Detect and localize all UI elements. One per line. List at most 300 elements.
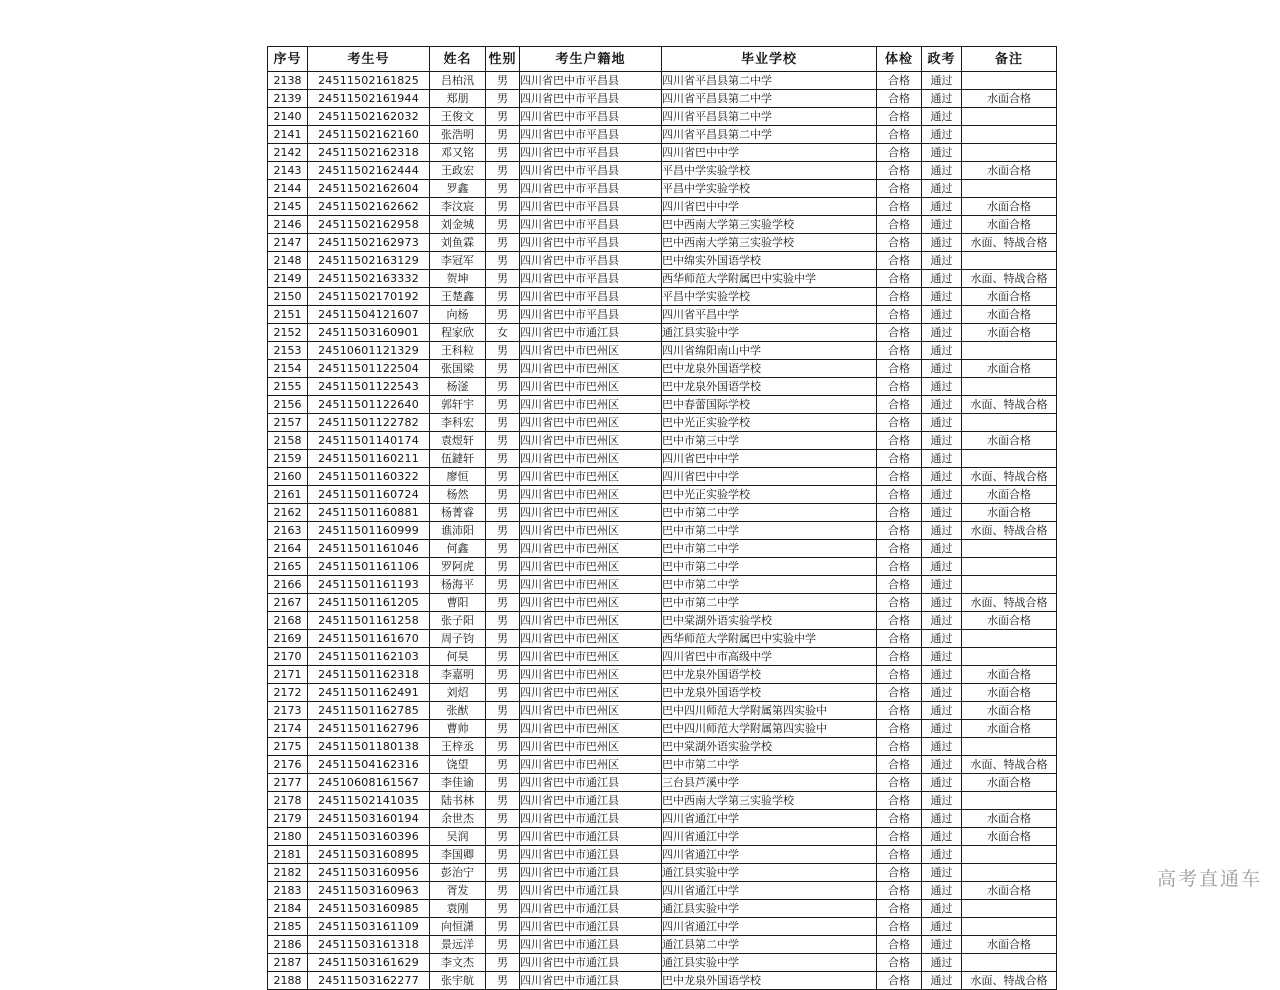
cell-domicile: 四川省巴中市巴州区 — [520, 504, 662, 522]
cell-school: 巴中棠湖外语实验学校 — [662, 612, 877, 630]
cell-index: 2188 — [268, 972, 308, 990]
cell-domicile: 四川省巴中市巴州区 — [520, 558, 662, 576]
cell-physical: 合格 — [877, 414, 922, 432]
cell-name: 陆书林 — [430, 792, 486, 810]
cell-remark: 水面合格 — [962, 360, 1057, 378]
cell-school: 通江县实验中学 — [662, 954, 877, 972]
cell-index: 2169 — [268, 630, 308, 648]
cell-index: 2175 — [268, 738, 308, 756]
cell-domicile: 四川省巴中市巴州区 — [520, 594, 662, 612]
cell-physical: 合格 — [877, 594, 922, 612]
cell-gender: 男 — [486, 432, 520, 450]
cell-physical: 合格 — [877, 144, 922, 162]
cell-political: 通过 — [922, 720, 962, 738]
cell-school: 四川省绵阳南山中学 — [662, 342, 877, 360]
table-row — [268, 378, 1057, 396]
cell-index: 2146 — [268, 216, 308, 234]
cell-domicile: 四川省巴中市巴州区 — [520, 666, 662, 684]
cell-index: 2174 — [268, 720, 308, 738]
cell-index: 2149 — [268, 270, 308, 288]
cell-physical: 合格 — [877, 774, 922, 792]
cell-remark: 水面、特战合格 — [962, 522, 1057, 540]
cell-name: 胥发 — [430, 882, 486, 900]
cell-remark: 水面合格 — [962, 486, 1057, 504]
cell-name: 李科宏 — [430, 414, 486, 432]
cell-exam-no: 24511501161670 — [308, 630, 430, 648]
cell-school: 巴中春蕾国际学校 — [662, 396, 877, 414]
cell-gender: 女 — [486, 324, 520, 342]
cell-index: 2155 — [268, 378, 308, 396]
cell-domicile: 四川省巴中市通江县 — [520, 324, 662, 342]
cell-physical: 合格 — [877, 900, 922, 918]
cell-index: 2187 — [268, 954, 308, 972]
cell-physical: 合格 — [877, 864, 922, 882]
cell-domicile: 四川省巴中市巴州区 — [520, 630, 662, 648]
cell-domicile: 四川省巴中市巴州区 — [520, 576, 662, 594]
cell-name: 廖恒 — [430, 468, 486, 486]
cell-school: 西华师范大学附属巴中实验中学 — [662, 270, 877, 288]
cell-school: 巴中西南大学第三实验学校 — [662, 216, 877, 234]
table-row — [268, 252, 1057, 270]
table-row — [268, 936, 1057, 954]
cell-name: 李国卿 — [430, 846, 486, 864]
cell-school: 四川省通江中学 — [662, 828, 877, 846]
cell-name: 张子阳 — [430, 612, 486, 630]
cell-physical: 合格 — [877, 108, 922, 126]
cell-index: 2141 — [268, 126, 308, 144]
cell-index: 2154 — [268, 360, 308, 378]
cell-school: 四川省平昌中学 — [662, 306, 877, 324]
cell-gender: 男 — [486, 504, 520, 522]
cell-domicile: 四川省巴中市巴州区 — [520, 522, 662, 540]
cell-remark — [962, 72, 1057, 90]
cell-exam-no: 24511501122782 — [308, 414, 430, 432]
cell-school: 通江县第二中学 — [662, 936, 877, 954]
cell-index: 2181 — [268, 846, 308, 864]
column-header-gender: 性别 — [486, 47, 520, 72]
column-header-school: 毕业学校 — [662, 47, 877, 72]
table-row — [268, 882, 1057, 900]
cell-physical: 合格 — [877, 360, 922, 378]
cell-remark: 水面、特战合格 — [962, 396, 1057, 414]
cell-school: 巴中光正实验学校 — [662, 486, 877, 504]
cell-remark — [962, 918, 1057, 936]
cell-school: 巴中西南大学第三实验学校 — [662, 234, 877, 252]
cell-domicile: 四川省巴中市巴州区 — [520, 432, 662, 450]
cell-exam-no: 24511501140174 — [308, 432, 430, 450]
cell-index: 2151 — [268, 306, 308, 324]
cell-school: 巴中市第二中学 — [662, 504, 877, 522]
cell-name: 王政宏 — [430, 162, 486, 180]
cell-exam-no: 24511501161193 — [308, 576, 430, 594]
table-row — [268, 234, 1057, 252]
cell-name: 杨海平 — [430, 576, 486, 594]
cell-political: 通过 — [922, 360, 962, 378]
cell-remark: 水面合格 — [962, 432, 1057, 450]
cell-remark: 水面合格 — [962, 198, 1057, 216]
cell-domicile: 四川省巴中市平昌县 — [520, 288, 662, 306]
cell-political: 通过 — [922, 396, 962, 414]
cell-school: 巴中龙泉外国语学校 — [662, 684, 877, 702]
cell-school: 巴中龙泉外国语学校 — [662, 666, 877, 684]
cell-domicile: 四川省巴中市平昌县 — [520, 144, 662, 162]
cell-remark: 水面合格 — [962, 90, 1057, 108]
cell-gender: 男 — [486, 648, 520, 666]
cell-political: 通过 — [922, 72, 962, 90]
cell-school: 四川省平昌县第二中学 — [662, 90, 877, 108]
cell-domicile: 四川省巴中市巴州区 — [520, 684, 662, 702]
cell-remark — [962, 738, 1057, 756]
cell-domicile: 四川省巴中市平昌县 — [520, 306, 662, 324]
cell-domicile: 四川省巴中市通江县 — [520, 774, 662, 792]
cell-index: 2183 — [268, 882, 308, 900]
cell-school: 西华师范大学附属巴中实验中学 — [662, 630, 877, 648]
cell-exam-no: 24511501161205 — [308, 594, 430, 612]
cell-index: 2186 — [268, 936, 308, 954]
cell-school: 四川省平昌县第二中学 — [662, 72, 877, 90]
table-row — [268, 648, 1057, 666]
cell-exam-no: 24511502162444 — [308, 162, 430, 180]
cell-name: 袁煜轩 — [430, 432, 486, 450]
cell-physical: 合格 — [877, 792, 922, 810]
cell-political: 通过 — [922, 90, 962, 108]
table-row — [268, 828, 1057, 846]
table-row — [268, 90, 1057, 108]
cell-gender: 男 — [486, 216, 520, 234]
cell-name: 邓又铭 — [430, 144, 486, 162]
cell-school: 四川省巴中中学 — [662, 198, 877, 216]
cell-domicile: 四川省巴中市通江县 — [520, 864, 662, 882]
cell-name: 袁刚 — [430, 900, 486, 918]
cell-physical: 合格 — [877, 198, 922, 216]
cell-physical: 合格 — [877, 702, 922, 720]
cell-political: 通过 — [922, 918, 962, 936]
cell-political: 通过 — [922, 936, 962, 954]
cell-remark — [962, 792, 1057, 810]
cell-name: 李文杰 — [430, 954, 486, 972]
cell-name: 张国梁 — [430, 360, 486, 378]
cell-remark: 水面、特战合格 — [962, 972, 1057, 990]
cell-index: 2176 — [268, 756, 308, 774]
cell-index: 2140 — [268, 108, 308, 126]
cell-school: 平昌中学实验学校 — [662, 162, 877, 180]
cell-physical: 合格 — [877, 504, 922, 522]
cell-index: 2153 — [268, 342, 308, 360]
cell-gender: 男 — [486, 486, 520, 504]
cell-political: 通过 — [922, 954, 962, 972]
cell-gender: 男 — [486, 270, 520, 288]
cell-name: 罗鑫 — [430, 180, 486, 198]
cell-gender: 男 — [486, 522, 520, 540]
cell-name: 程家欣 — [430, 324, 486, 342]
cell-exam-no: 24511501161046 — [308, 540, 430, 558]
cell-gender: 男 — [486, 540, 520, 558]
cell-name: 向杨 — [430, 306, 486, 324]
cell-remark: 水面、特战合格 — [962, 756, 1057, 774]
cell-gender: 男 — [486, 198, 520, 216]
table-row — [268, 666, 1057, 684]
cell-exam-no: 24511503160901 — [308, 324, 430, 342]
cell-school: 巴中龙泉外国语学校 — [662, 378, 877, 396]
cell-political: 通过 — [922, 324, 962, 342]
cell-exam-no: 24511501160211 — [308, 450, 430, 468]
table-header-row — [268, 47, 1057, 72]
cell-political: 通过 — [922, 648, 962, 666]
cell-index: 2173 — [268, 702, 308, 720]
cell-exam-no: 24510608161567 — [308, 774, 430, 792]
cell-political: 通过 — [922, 684, 962, 702]
cell-gender: 男 — [486, 72, 520, 90]
cell-remark: 水面合格 — [962, 882, 1057, 900]
cell-school: 巴中四川师范大学附属第四实验中 — [662, 702, 877, 720]
cell-index: 2158 — [268, 432, 308, 450]
cell-remark — [962, 450, 1057, 468]
cell-physical: 合格 — [877, 486, 922, 504]
cell-physical: 合格 — [877, 936, 922, 954]
cell-domicile: 四川省巴中市平昌县 — [520, 270, 662, 288]
cell-domicile: 四川省巴中市巴州区 — [520, 540, 662, 558]
cell-political: 通过 — [922, 756, 962, 774]
cell-remark — [962, 846, 1057, 864]
cell-political: 通过 — [922, 414, 962, 432]
cell-name: 贺坤 — [430, 270, 486, 288]
cell-remark: 水面、特战合格 — [962, 594, 1057, 612]
cell-exam-no: 24511501160999 — [308, 522, 430, 540]
cell-remark: 水面合格 — [962, 666, 1057, 684]
cell-index: 2168 — [268, 612, 308, 630]
cell-physical: 合格 — [877, 846, 922, 864]
cell-school: 四川省平昌县第二中学 — [662, 126, 877, 144]
table-row — [268, 900, 1057, 918]
cell-political: 通过 — [922, 828, 962, 846]
table-row — [268, 720, 1057, 738]
cell-school: 通江县实验中学 — [662, 900, 877, 918]
cell-index: 2142 — [268, 144, 308, 162]
cell-gender: 男 — [486, 810, 520, 828]
cell-exam-no: 24511501160724 — [308, 486, 430, 504]
cell-gender: 男 — [486, 288, 520, 306]
cell-physical: 合格 — [877, 126, 922, 144]
table-row — [268, 540, 1057, 558]
cell-physical: 合格 — [877, 540, 922, 558]
cell-name: 彭治宁 — [430, 864, 486, 882]
cell-gender: 男 — [486, 630, 520, 648]
cell-political: 通过 — [922, 234, 962, 252]
cell-index: 2178 — [268, 792, 308, 810]
cell-exam-no: 24511502141035 — [308, 792, 430, 810]
cell-political: 通过 — [922, 612, 962, 630]
cell-name: 王楚鑫 — [430, 288, 486, 306]
cell-name: 杨滏 — [430, 378, 486, 396]
cell-domicile: 四川省巴中市通江县 — [520, 882, 662, 900]
cell-name: 刘金城 — [430, 216, 486, 234]
cell-exam-no: 24511504162316 — [308, 756, 430, 774]
cell-school: 四川省通江中学 — [662, 810, 877, 828]
column-header-political: 政考 — [922, 47, 962, 72]
cell-political: 通过 — [922, 972, 962, 990]
cell-domicile: 四川省巴中市平昌县 — [520, 198, 662, 216]
cell-remark: 水面合格 — [962, 324, 1057, 342]
cell-domicile: 四川省巴中市平昌县 — [520, 108, 662, 126]
cell-gender: 男 — [486, 828, 520, 846]
cell-domicile: 四川省巴中市平昌县 — [520, 180, 662, 198]
cell-school: 巴中市第二中学 — [662, 540, 877, 558]
cell-domicile: 四川省巴中市通江县 — [520, 954, 662, 972]
cell-name: 余世杰 — [430, 810, 486, 828]
table-row — [268, 468, 1057, 486]
cell-political: 通过 — [922, 594, 962, 612]
cell-name: 张浩明 — [430, 126, 486, 144]
cell-index: 2170 — [268, 648, 308, 666]
cell-exam-no: 24511503161318 — [308, 936, 430, 954]
cell-exam-no: 24511501122640 — [308, 396, 430, 414]
cell-gender: 男 — [486, 108, 520, 126]
cell-gender: 男 — [486, 234, 520, 252]
cell-domicile: 四川省巴中市巴州区 — [520, 612, 662, 630]
cell-remark: 水面合格 — [962, 504, 1057, 522]
cell-name: 何鑫 — [430, 540, 486, 558]
cell-index: 2150 — [268, 288, 308, 306]
cell-physical: 合格 — [877, 630, 922, 648]
cell-domicile: 四川省巴中市通江县 — [520, 972, 662, 990]
cell-remark — [962, 900, 1057, 918]
cell-exam-no: 24511501162318 — [308, 666, 430, 684]
cell-political: 通过 — [922, 126, 962, 144]
table-row — [268, 504, 1057, 522]
cell-school: 四川省通江中学 — [662, 846, 877, 864]
cell-physical: 合格 — [877, 90, 922, 108]
table-row — [268, 216, 1057, 234]
cell-name: 王俊文 — [430, 108, 486, 126]
cell-gender: 男 — [486, 180, 520, 198]
cell-remark: 水面、特战合格 — [962, 270, 1057, 288]
cell-exam-no: 24511503160985 — [308, 900, 430, 918]
cell-exam-no: 24511503162277 — [308, 972, 430, 990]
cell-name: 向恒潇 — [430, 918, 486, 936]
cell-gender: 男 — [486, 882, 520, 900]
cell-school: 巴中龙泉外国语学校 — [662, 972, 877, 990]
cell-political: 通过 — [922, 810, 962, 828]
cell-domicile: 四川省巴中市通江县 — [520, 792, 662, 810]
cell-exam-no: 24511501162103 — [308, 648, 430, 666]
table-row — [268, 144, 1057, 162]
cell-school: 巴中市第二中学 — [662, 558, 877, 576]
cell-exam-no: 24511502170192 — [308, 288, 430, 306]
table-row — [268, 288, 1057, 306]
table-row — [268, 954, 1057, 972]
cell-physical: 合格 — [877, 612, 922, 630]
table-row — [268, 486, 1057, 504]
cell-name: 张宇航 — [430, 972, 486, 990]
cell-political: 通过 — [922, 846, 962, 864]
cell-index: 2160 — [268, 468, 308, 486]
cell-physical: 合格 — [877, 756, 922, 774]
cell-remark: 水面合格 — [962, 810, 1057, 828]
cell-gender: 男 — [486, 972, 520, 990]
cell-domicile: 四川省巴中市通江县 — [520, 828, 662, 846]
cell-physical: 合格 — [877, 738, 922, 756]
table-row — [268, 126, 1057, 144]
cell-remark — [962, 144, 1057, 162]
table-row — [268, 180, 1057, 198]
cell-school: 四川省巴中中学 — [662, 468, 877, 486]
cell-name: 罗阿虎 — [430, 558, 486, 576]
cell-physical: 合格 — [877, 720, 922, 738]
table-row — [268, 558, 1057, 576]
cell-political: 通过 — [922, 558, 962, 576]
cell-remark — [962, 540, 1057, 558]
cell-index: 2184 — [268, 900, 308, 918]
cell-domicile: 四川省巴中市巴州区 — [520, 648, 662, 666]
cell-name: 伍鐽轩 — [430, 450, 486, 468]
column-header-exam-no: 考生号 — [308, 47, 430, 72]
cell-physical: 合格 — [877, 828, 922, 846]
cell-political: 通过 — [922, 288, 962, 306]
cell-exam-no: 24511502161944 — [308, 90, 430, 108]
cell-physical: 合格 — [877, 576, 922, 594]
cell-physical: 合格 — [877, 342, 922, 360]
cell-name: 曹帅 — [430, 720, 486, 738]
cell-school: 通江县实验中学 — [662, 864, 877, 882]
cell-remark — [962, 576, 1057, 594]
cell-domicile: 四川省巴中市通江县 — [520, 936, 662, 954]
cell-school: 四川省巴中中学 — [662, 450, 877, 468]
cell-gender: 男 — [486, 954, 520, 972]
cell-political: 通过 — [922, 180, 962, 198]
cell-remark — [962, 126, 1057, 144]
cell-name: 吕柏汛 — [430, 72, 486, 90]
cell-domicile: 四川省巴中市巴州区 — [520, 378, 662, 396]
cell-physical: 合格 — [877, 234, 922, 252]
cell-remark: 水面合格 — [962, 936, 1057, 954]
cell-remark — [962, 414, 1057, 432]
cell-physical: 合格 — [877, 306, 922, 324]
cell-name: 饶望 — [430, 756, 486, 774]
cell-physical: 合格 — [877, 558, 922, 576]
cell-exam-no: 24511501122504 — [308, 360, 430, 378]
cell-exam-no: 24511503160963 — [308, 882, 430, 900]
cell-domicile: 四川省巴中市巴州区 — [520, 468, 662, 486]
cell-remark: 水面合格 — [962, 684, 1057, 702]
cell-name: 杨菁睿 — [430, 504, 486, 522]
column-header-index: 序号 — [268, 47, 308, 72]
cell-domicile: 四川省巴中市通江县 — [520, 918, 662, 936]
cell-index: 2159 — [268, 450, 308, 468]
cell-physical: 合格 — [877, 450, 922, 468]
cell-exam-no: 24511501160881 — [308, 504, 430, 522]
table-row — [268, 594, 1057, 612]
cell-index: 2162 — [268, 504, 308, 522]
cell-name: 景远洋 — [430, 936, 486, 954]
cell-domicile: 四川省巴中市巴州区 — [520, 342, 662, 360]
cell-physical: 合格 — [877, 252, 922, 270]
cell-name: 吴润 — [430, 828, 486, 846]
cell-school: 巴中市第二中学 — [662, 522, 877, 540]
cell-domicile: 四川省巴中市平昌县 — [520, 216, 662, 234]
cell-index: 2167 — [268, 594, 308, 612]
cell-political: 通过 — [922, 108, 962, 126]
cell-school: 巴中龙泉外国语学校 — [662, 360, 877, 378]
table-row — [268, 270, 1057, 288]
cell-physical: 合格 — [877, 432, 922, 450]
cell-exam-no: 24511502161825 — [308, 72, 430, 90]
cell-gender: 男 — [486, 900, 520, 918]
cell-physical: 合格 — [877, 648, 922, 666]
cell-physical: 合格 — [877, 72, 922, 90]
cell-remark — [962, 180, 1057, 198]
cell-domicile: 四川省巴中市平昌县 — [520, 126, 662, 144]
cell-domicile: 四川省巴中市巴州区 — [520, 738, 662, 756]
